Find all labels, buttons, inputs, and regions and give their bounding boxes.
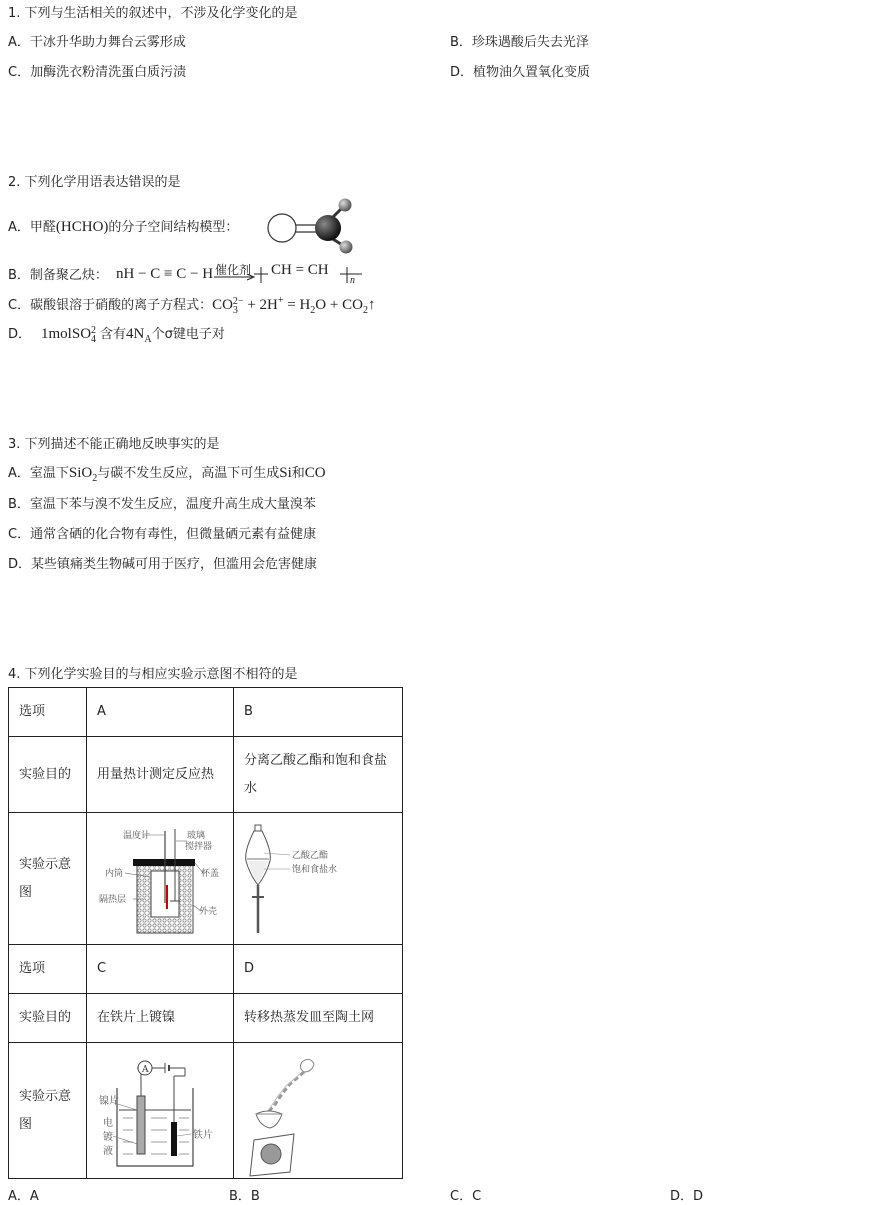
q3-option-d: D．某些镇痛类生物碱可用于医疗，但滥用会危害健康 [8,557,318,572]
lid-label: 杯盖 [201,869,220,879]
q2-a-suffix: 的分子空间结构模型： [108,220,239,235]
brine-label: 饱和食盐水 [292,865,338,875]
electroplating-diagram [87,1044,233,1178]
calorimeter-figure [87,813,234,945]
thermometer-label: 温度计 [123,831,151,841]
stirrer-label-2: 搅拌器 [185,842,213,852]
table-row [9,994,403,1043]
q1-option-a: A．干冰升华助力舞台云雾形成 [8,35,186,50]
q2-c-prefix: C．碳酸银溶于硝酸的离子方程式： [8,298,213,313]
iron-sheet-label: 铁片 [193,1129,213,1141]
table-row [9,1043,403,1179]
q2-d-avogadro: $4N_A$ [126,326,152,345]
shell-label: 外壳 [199,907,218,917]
reaction-arrow-icon [214,273,256,281]
q4-answer-c: C．C [450,1189,482,1204]
table-row [9,688,403,737]
formaldehyde-model-icon [264,196,364,258]
q2-b-subscript-n: n [350,275,355,286]
q1-option-c: C．加酶洗衣粉清洗蛋白质污渍 [8,65,187,80]
q2-d-formula: 1molSO 2 4 [41,324,97,345]
inner-cylinder-label: 内筒 [105,869,124,879]
evaporating-dish-figure [234,1043,403,1179]
q4-answer-a: A．A [8,1189,39,1204]
ethyl-acetate-label: 乙酸乙酯 [292,851,329,861]
table-cell: 用量热计测定反应热 [87,737,234,813]
q3-option-b: B．室温下苯与溴不发生反应，温度升高生成大量溴苯 [8,497,316,512]
q3-option-a: A．室温下SiO$_2$与碳不发生反应，高温下可生成Si和CO [8,465,326,484]
table-cell: 实验示意图 [9,1043,87,1179]
solution-label-1: 电 [103,1117,113,1129]
table-row [9,737,403,813]
table-cell: 选项 [9,945,87,994]
solution-label-3: 液 [103,1145,113,1157]
separatory-funnel-figure [234,813,403,945]
ammeter-icon: A [142,1064,149,1075]
stirrer-label-1: 玻璃 [187,831,206,841]
q1-stem: 1. 下列与生活相关的叙述中，不涉及化学变化的是 [8,6,298,21]
q2-a-formula: (HCHO) [55,219,109,235]
electroplating-figure [87,1043,234,1179]
solution-label-2: 镀 [103,1131,113,1143]
table-cell: 实验目的 [9,994,87,1043]
q2-d-prefix: D． [8,327,32,342]
q2-option-c [8,294,375,316]
table-row [9,813,403,945]
table-cell: B [234,688,403,737]
polymer-bracket-left-icon [254,264,268,286]
q2-option-b-label: B．制备聚乙炔： [8,268,108,283]
q2-a-prefix: A．甲醛 [8,220,56,235]
insulation-label: 隔热层 [99,895,127,905]
q4-stem: 4. 下列化学实验目的与相应实验示意图不相符的是 [8,667,298,682]
table-cell: 实验目的 [9,737,87,813]
q3-stem: 3. 下列描述不能正确地反映事实的是 [8,437,220,452]
q2-b-product: CH = CH [271,262,329,278]
table-cell: 转移热蒸发皿至陶土网 [234,994,403,1043]
table-cell: C [87,945,234,994]
q1-option-b: B．珍珠遇酸后失去光泽 [450,35,589,50]
q2-b-catalyst: 催化剂 [215,263,252,277]
table-cell: 在铁片上镀镍 [87,994,234,1043]
evaporating-dish-diagram [234,1044,402,1178]
table-cell: 分离乙酸乙酯和饱和食盐水 [234,737,403,813]
q2-option-a [8,216,238,236]
table-cell: 实验示意图 [9,813,87,945]
separatory-funnel-diagram [234,813,402,944]
table-cell: A [87,688,234,737]
nickel-sheet-label: 镍片 [99,1095,119,1107]
q4-answer-d: D．D [670,1189,704,1204]
table-cell: 选项 [9,688,87,737]
table-row [9,945,403,994]
q2-stem: 2. 下列化学用语表达错误的是 [8,175,181,190]
table-cell: D [234,945,403,994]
experiment-table [8,687,403,1179]
calorimeter-diagram [87,813,233,944]
q3-option-c: C．通常含硒的化合物有毒性，但微量硒元素有益健康 [8,527,317,542]
q2-option-d: D． 1molSO 2 4 含有$4N_A$个σ键电子对 [8,324,225,345]
q2-c-equation: CO 2− 3 + $2H^+ = H_2O$ + $CO_2↑$ [212,295,376,316]
q2-b-reactant: nH − C ≡ C − H [116,266,214,282]
q1-option-d: D．植物油久置氧化变质 [450,65,591,80]
q4-answer-b: B．B [229,1189,260,1204]
